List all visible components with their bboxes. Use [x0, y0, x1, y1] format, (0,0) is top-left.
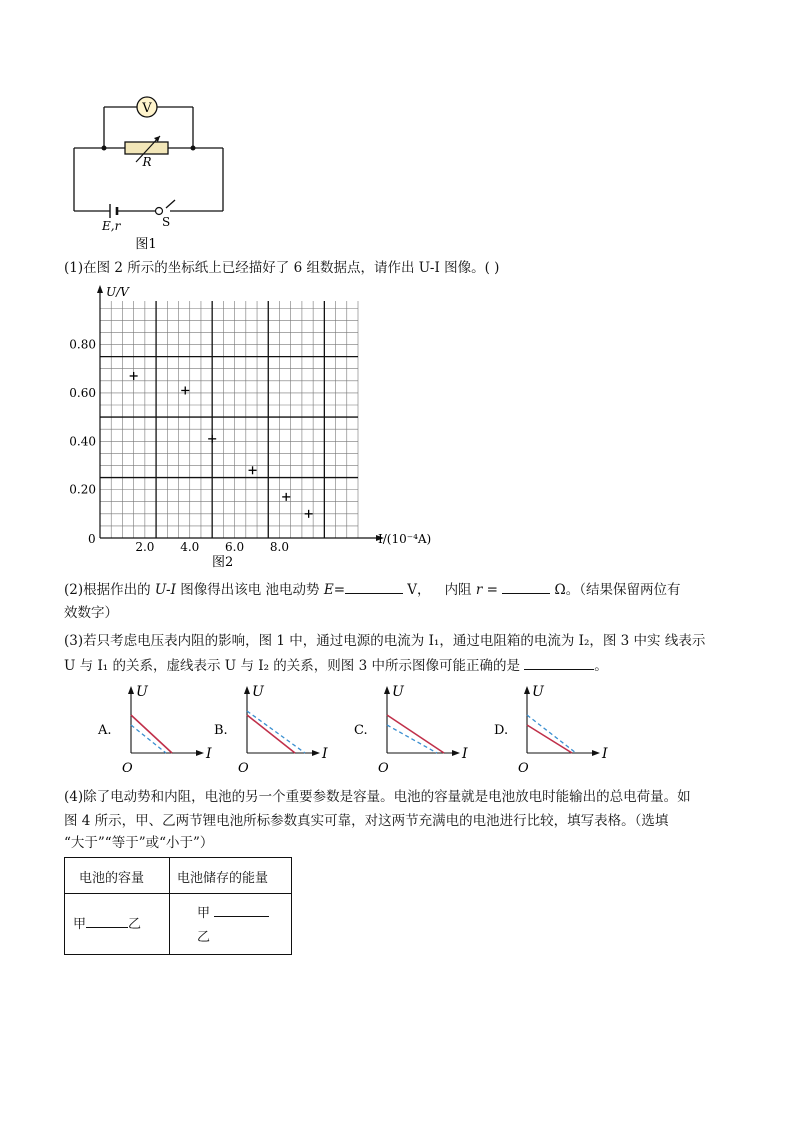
resistance-answer-blank[interactable] — [502, 593, 550, 594]
origin-label: O — [378, 761, 389, 776]
capacity-answer-blank[interactable] — [86, 927, 128, 928]
choice-answer-blank[interactable] — [524, 669, 594, 670]
option-label: C. — [354, 723, 368, 738]
i-axis-label: I — [462, 746, 468, 762]
header-energy: 电池储存的能量 — [177, 871, 269, 886]
question-4-line-3: “大于”“等于”或“小于”） — [64, 835, 214, 851]
chart-x-tick-label: 6.0 — [225, 540, 245, 554]
question-3-line-1: (3)若只考虑电压表内阻的影响，图 1 中，通过电源的电流为 I₁，通过电阻箱的电流为 I₂，图 3 中实 线表示 — [64, 633, 706, 649]
u-axis-label: U — [136, 684, 148, 700]
chart-data-point — [249, 466, 257, 474]
chart-y-tick-label: 0.80 — [69, 337, 96, 352]
resistor-box — [125, 142, 168, 154]
option-graph-b[interactable] — [212, 680, 332, 780]
option-label: B. — [214, 723, 228, 738]
chart-data-point — [282, 493, 290, 501]
question-4-line-1: (4)除了电动势和内阻，电池的另一个重要参数是容量。电池的容量就是电池放电时能输出的总电荷量。如 — [64, 789, 691, 805]
solid-line-u-i1 — [387, 715, 444, 753]
solid-line-u-i1 — [527, 725, 572, 753]
i-axis-label: I — [322, 746, 328, 762]
header-capacity: 电池的容量 — [79, 871, 145, 886]
u-axis-label: U — [252, 684, 264, 700]
solid-line-u-i1 — [131, 715, 172, 753]
chart-y-tick-label: 0.20 — [69, 482, 96, 497]
dashed-line-u-i2 — [527, 715, 576, 753]
chart-y-tick-label: 0.40 — [69, 434, 96, 449]
option-graph-a[interactable] — [96, 680, 216, 780]
chart-origin-label: 0 — [88, 532, 96, 546]
origin-label: O — [122, 761, 133, 776]
capacity-cell: 甲 乙 — [73, 917, 142, 932]
dashed-line-u-i2 — [387, 725, 437, 753]
energy-cell-a: 甲 — [197, 902, 269, 921]
chart-data-point — [208, 435, 216, 443]
option-graph-d[interactable] — [492, 680, 612, 780]
chart-data-point — [130, 372, 138, 380]
figure-1-caption: 图1 — [135, 237, 157, 252]
question-1-text: (1)在图 2 所示的坐标纸上已经描好了 6 组数据点，请作出 U-I 图像。( ) — [64, 260, 500, 276]
option-label: D. — [494, 723, 509, 738]
voltmeter-label: V — [142, 101, 152, 116]
option-graphs — [0, 680, 800, 780]
chart-data-point — [181, 386, 189, 394]
origin-label: O — [238, 761, 249, 776]
chart-y-axis-label: U/V — [106, 285, 129, 299]
solid-line-u-i1 — [247, 715, 295, 753]
i-axis-label: I — [602, 746, 608, 762]
option-graph-c[interactable] — [352, 680, 472, 780]
chart-x-tick-label: 8.0 — [269, 540, 290, 554]
u-axis-label: U — [532, 684, 544, 700]
chart-data-point — [305, 510, 313, 518]
comparison-table — [64, 857, 292, 955]
question-4-line-2: 图 4 所示，甲、乙两节锂电池所标参数真实可靠，对这两节充满电的电池进行比较，填写表格。（选填 — [64, 813, 669, 829]
option-label: A. — [98, 723, 112, 738]
battery-label: E,r — [102, 219, 121, 233]
energy-cell-b: 乙 — [197, 930, 211, 945]
chart-x-axis-label: I/(10⁻⁴A) — [378, 532, 432, 546]
circuit-figure-1 — [60, 90, 240, 255]
dashed-line-u-i2 — [131, 725, 166, 753]
figure-2-caption: 图2 — [212, 555, 234, 570]
chart-x-tick-label: 4.0 — [180, 540, 200, 554]
resistor-label: R — [142, 155, 152, 169]
i-axis-label: I — [206, 746, 212, 762]
energy-answer-blank[interactable] — [214, 916, 269, 917]
dashed-line-u-i2 — [247, 711, 305, 753]
ui-graph-figure-2 — [60, 283, 440, 573]
question-3-line-2: U 与 I₁ 的关系，虚线表示 U 与 I₂ 的关系，则图 3 中所示图像可能正确的是 。 — [64, 658, 608, 674]
switch-label: S — [162, 215, 171, 229]
question-2-line-2: 效数字） — [64, 605, 118, 621]
question-2-line-1: (2)根据作出的 U-I 图像得出该电 池电动势 E= V， 内阻 r = Ω。（结果保留两位有 — [64, 582, 681, 598]
u-axis-label: U — [392, 684, 404, 700]
origin-label: O — [518, 761, 529, 776]
chart-y-tick-label: 0.60 — [69, 385, 96, 400]
chart-x-tick-label: 2.0 — [135, 540, 155, 554]
emf-answer-blank[interactable] — [345, 593, 403, 594]
